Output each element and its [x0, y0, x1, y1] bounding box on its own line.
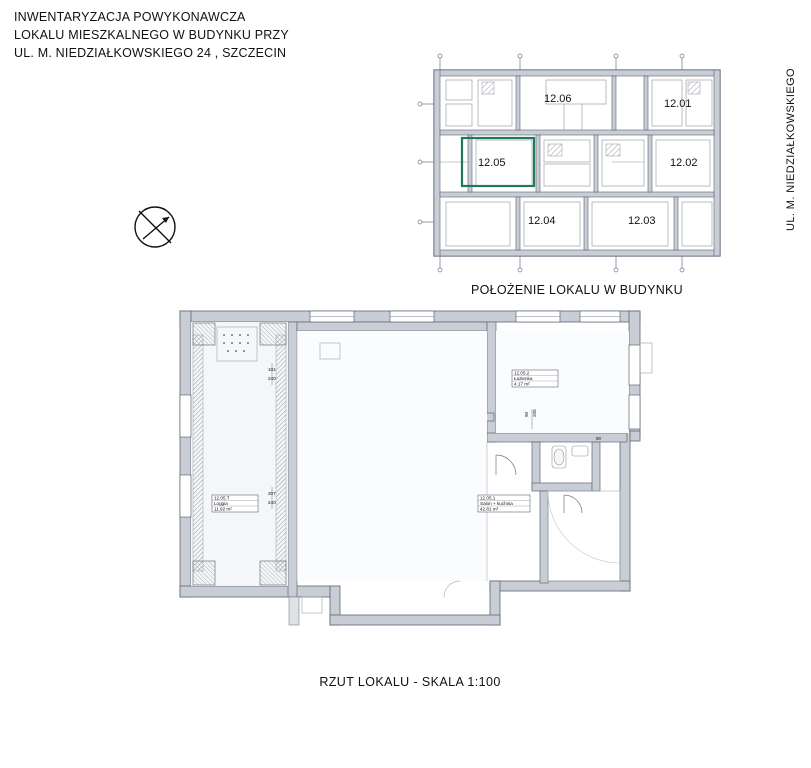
dimension-90-a: 90 — [524, 411, 529, 417]
dimension-240-a: 240 — [268, 376, 276, 381]
unit-label-12-04: 12.04 — [528, 215, 556, 227]
floor-plan-caption: RZUT LOKALU - SKALA 1:100 — [319, 675, 501, 689]
unit-label-12-03: 12.03 — [628, 215, 656, 227]
dimension-205: 205 — [532, 409, 537, 417]
unit-label-12-06: 12.06 — [544, 93, 572, 105]
room-name-loggia: Loggia — [214, 500, 228, 506]
title-line-1: INWENTARYZACJA POWYKONAWCZA — [14, 10, 246, 24]
room-area-living-kitchen: 42.81 m² — [480, 506, 499, 512]
unit-label-12-02: 12.02 — [670, 157, 698, 169]
title-line-2: LOKALU MIESZKALNEGO W BUDYNKU PRZY — [14, 28, 289, 43]
key-plan-caption: POŁOŻENIE LOKALU W BUDYNKU — [470, 283, 683, 297]
dimension-90-b: 90 — [596, 436, 602, 441]
room-box-loggia — [212, 495, 258, 512]
street-label: UL. M. NIEDZIAŁKOWSKIEGO — [785, 68, 797, 232]
room-code-living-kitchen: 12.05.1 — [480, 495, 496, 501]
room-code-loggia: 12.05.T — [214, 495, 230, 501]
unit-label-12-05: 12.05 — [478, 157, 506, 169]
key-plan-diagram — [416, 52, 738, 274]
title-line-3: UL. M. NIEDZIAŁKOWSKIEGO 24 , SZCZECIN — [14, 46, 287, 61]
dimension-240-b: 240 — [268, 500, 276, 505]
unit-label-12-01: 12.01 — [664, 98, 692, 110]
room-code-bathroom: 12.05.2 — [514, 370, 530, 376]
dimension-207: 207 — [268, 491, 276, 496]
room-name-bathroom: Łazienka — [514, 375, 533, 381]
room-area-loggia: 11.92 m² — [214, 506, 232, 512]
room-box-bathroom — [512, 370, 558, 387]
room-area-bathroom: 4.17 m² — [514, 381, 530, 387]
north-arrow-icon — [129, 201, 181, 253]
title-block — [14, 8, 289, 62]
floor-plan-drawing — [160, 305, 660, 650]
room-box-living-kitchen — [478, 495, 530, 512]
dimension-101: 101 — [268, 367, 276, 372]
room-name-living-kitchen: Salon + kuchnia — [480, 500, 513, 506]
